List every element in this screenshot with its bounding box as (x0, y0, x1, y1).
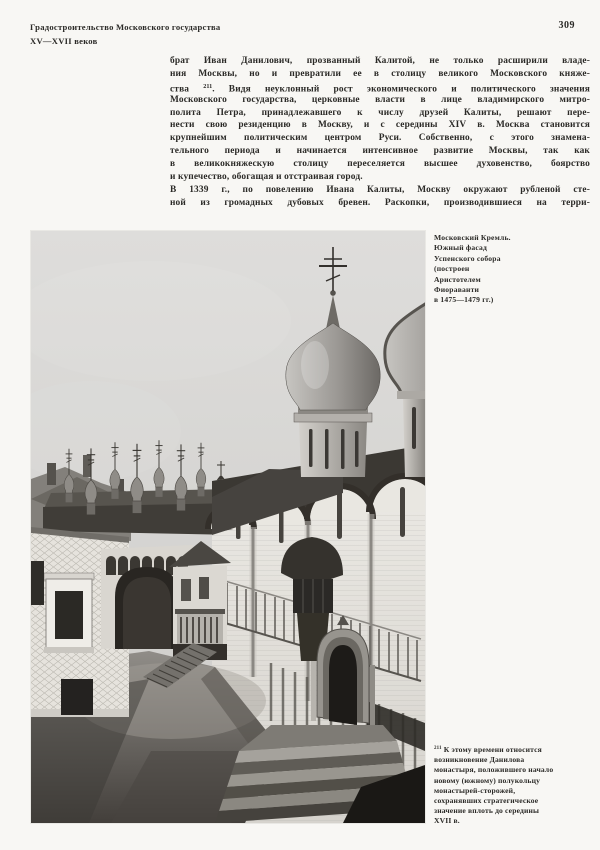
text-line: брат Иван Данилович, прозванный Калитой, не только расширили владе- (170, 56, 590, 66)
text-line: ной из громадных дубовых бревен. Раскопки, производившиеся на терри- (170, 197, 590, 208)
body-text-block (170, 55, 590, 210)
running-header-line1: Градостроительство Московского государства (30, 22, 221, 32)
text-line: В 1339 г., по повелению Ивана Калиты, Москву окружают рубленой сте- (170, 184, 590, 195)
text-line: тельного периода и начинается интенсивное развитие Москвы, так как (170, 146, 590, 157)
footnote-marker: 211 (434, 746, 442, 751)
caption-line: в 1475—1479 гг.) (434, 295, 494, 305)
footnote-line: значение вплоть до середины (434, 806, 540, 816)
running-header (30, 21, 220, 48)
caption-line: Успенского собора (434, 253, 501, 263)
kremlin-photo-svg (31, 231, 425, 823)
running-header-line2: XV—XVII веков (30, 35, 98, 46)
footnote-line: монастыря, положившего начало (434, 765, 554, 775)
caption-line: Аристотелем (434, 274, 481, 284)
text-line: полита Петра, принадлежавшего к числу друзей Калиты, решают пере- (170, 107, 590, 118)
figure-caption (434, 233, 590, 306)
caption-line: Московский Кремль. (434, 233, 511, 242)
footnote-line: сохранявших стратегическое (434, 796, 539, 806)
caption-line: Фиораванти (434, 285, 480, 295)
footnote (434, 744, 594, 827)
text-line: ния Москвы, но и превратили ее в столицу великого Московского княже- (170, 68, 590, 79)
caption-line: (построен (434, 264, 470, 274)
footnote-line: монастырей-сторожей, (434, 785, 516, 795)
text-line: в великокняжескую столицу переселяется высшее духовенство, боярство (170, 159, 590, 170)
text-line: крупнейшим политическим центром Руси. Собственно, с этого знамена- (170, 133, 590, 144)
footnote-line: XVII в. (434, 816, 460, 826)
footnote-line: новому (южному) полукольцу (434, 775, 541, 785)
text-line: нести свою резиденцию в Москву, и с середины XIV в. Москва становится (170, 120, 590, 131)
text-line: и купечество, обогащая и отстраивая город. (170, 172, 363, 183)
caption-line: Южный фасад (434, 243, 488, 253)
text-line: ства $^{211}$. Видя неуклонный рост экономического и политического значения (170, 82, 590, 94)
kremlin-photograph (31, 231, 425, 823)
text-line: Московского государства, церковные власти в лице владимирского митро- (170, 94, 590, 105)
footnote-ref-211: 211 (203, 82, 213, 90)
page-number: 309 (558, 20, 575, 31)
footnote-line: $^{211}$ К этому времени относится (434, 745, 542, 754)
footnote-line: возникновение Данилова (434, 755, 525, 765)
